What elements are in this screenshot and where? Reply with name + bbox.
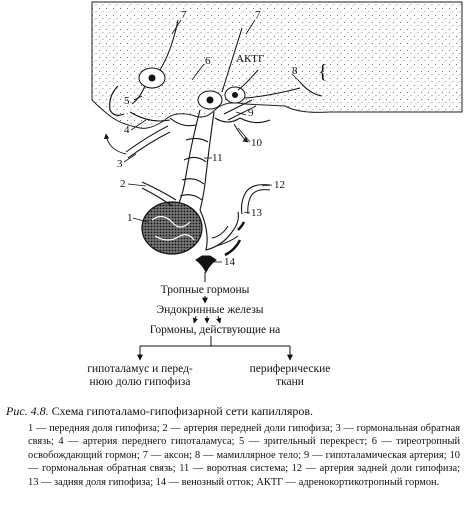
label-8: 8 xyxy=(292,65,298,77)
label-3: 3 xyxy=(117,158,123,170)
caption-title: Схема гипоталамо-гипофизарной сети капилляров. xyxy=(51,404,314,418)
feedback-arrow-3 xyxy=(106,134,126,154)
label-10: 10 xyxy=(251,137,262,149)
label-2: 2 xyxy=(120,178,126,190)
hypothalamus-region xyxy=(92,2,462,128)
label-6: 6 xyxy=(205,55,211,67)
label-1: 1 xyxy=(127,212,133,224)
posterior-pituitary xyxy=(200,210,244,255)
caption-title-line xyxy=(6,404,460,419)
label-aktg: АКТГ xyxy=(236,53,265,65)
figure-caption xyxy=(6,404,460,489)
label-12: 12 xyxy=(274,179,285,191)
flow-tropic-hormones: Тропные гормоны xyxy=(160,284,250,296)
label-11: 11 xyxy=(212,152,223,164)
flow-target-peripheral-1: периферические xyxy=(249,363,331,375)
label-14: 14 xyxy=(224,256,235,268)
label-9: 9 xyxy=(248,107,254,119)
hormone-flow xyxy=(87,272,330,388)
caption-legend: 1 — передняя доля гипофиза; 2 — артерия передней доли гипофиза; 3 — гормональная обратная связь; 4 — артерия переднего гипоталамуса; 5 — зрительный перекрест; 6 — тиреотропный освобождающий гормон; 7 — аксон; 8 — мамиллярное тело; 9 — гипоталамическая артерия; 10 — гормональная обратная связь; 11 — воротная система; 12 — артерия задней доли гипофиза; 13 — задняя доля гипофиза; 14 — венозный отток; АКТГ — адренокортикотропный гормон. xyxy=(28,423,460,488)
label-13: 13 xyxy=(251,207,262,219)
label-bracket: { xyxy=(318,61,328,83)
label-7a: 7 xyxy=(181,9,187,21)
figure-label: Рис. 4.8. xyxy=(6,404,49,418)
flow-target-hypothalamus-1: гипоталамус и перед- xyxy=(87,363,193,375)
flow-target-hypothalamus-2: нюю долю гипофиза xyxy=(89,376,191,388)
anterior-pituitary xyxy=(142,202,202,254)
flow-endocrine-glands: Эндокринные железы xyxy=(156,304,264,316)
label-7b: 7 xyxy=(255,9,261,21)
label-4: 4 xyxy=(124,124,130,136)
flow-target-peripheral-2: ткани xyxy=(276,376,304,388)
flow-hormones-acting-on: Гормоны, действующие на xyxy=(149,324,281,336)
feedback-arrow-10 xyxy=(234,124,248,142)
venous-outflow xyxy=(196,256,216,272)
label-5: 5 xyxy=(124,95,130,107)
anterior-hypothalamic-artery xyxy=(126,126,170,158)
